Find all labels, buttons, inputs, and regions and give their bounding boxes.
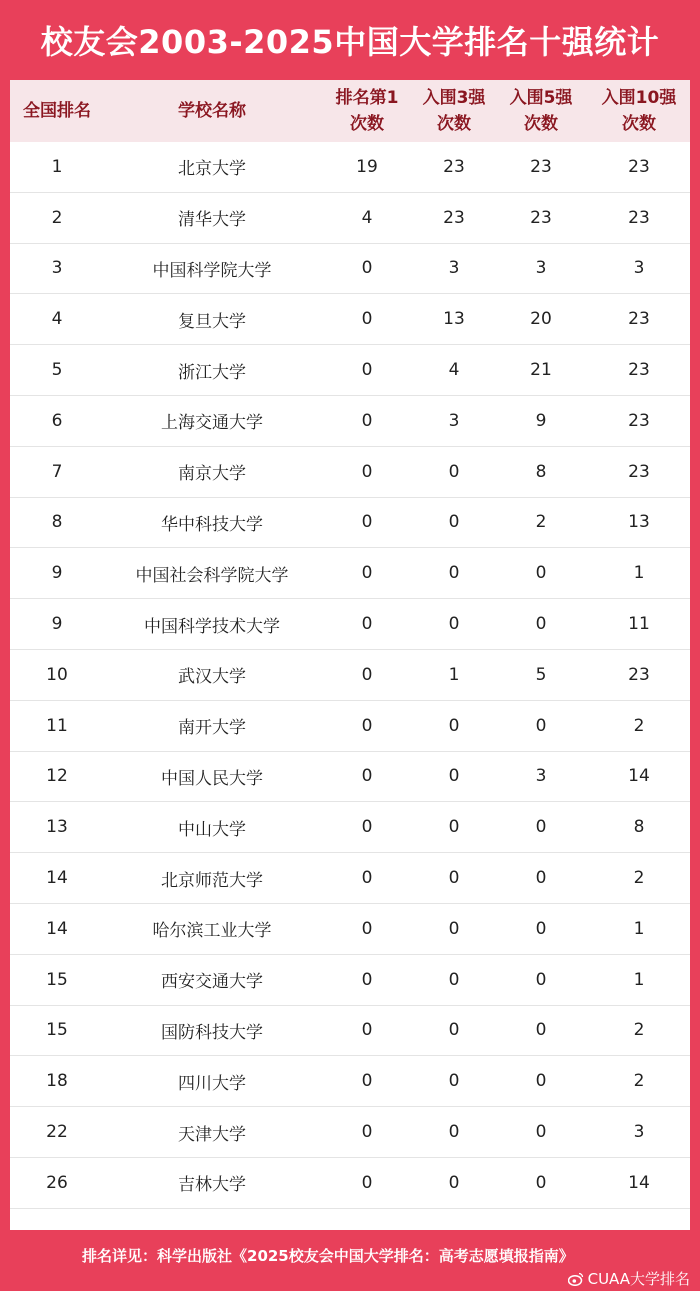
cell-school: 清华大学 [178,210,246,231]
cell-top3: 0 [448,614,460,635]
table-row [10,752,690,803]
cell-top10: 2 [633,1071,645,1092]
cell-top10: 1 [633,969,645,990]
table-row [10,548,690,599]
table-row [10,244,690,295]
table-row [10,396,690,447]
cell-first: 19 [356,156,378,177]
table-row [10,193,690,244]
cell-top5: 0 [535,918,547,939]
cell-top10: 1 [633,563,645,584]
cell-school: 浙江大学 [178,362,246,383]
cell-top10: 23 [628,664,650,685]
table-row [10,701,690,752]
header-school-name-line1: 学校名称 [178,101,246,121]
cell-rank: 7 [51,461,63,482]
page-title: 校友会2003-2025中国大学排名十强统计 [40,23,660,61]
source-note: 排名详见：科学出版社《2025校友会中国大学排名：高考志愿填报指南》 [82,1247,574,1265]
cell-school: 国防科技大学 [161,1022,263,1043]
cell-first: 0 [361,1020,373,1041]
cell-top3: 0 [448,918,460,939]
cell-top5: 0 [535,1172,547,1193]
cell-rank: 15 [46,1020,68,1041]
cell-first: 0 [361,512,373,533]
cell-school: 上海交通大学 [161,413,263,434]
cell-rank: 10 [46,664,68,685]
cell-first: 0 [361,360,373,381]
cell-first: 0 [361,563,373,584]
header-first-count-line2: 次数 [350,114,384,134]
table-row [10,853,690,904]
cell-top3: 3 [448,410,460,431]
cell-school: 四川大学 [178,1073,246,1094]
cell-top3: 0 [448,461,460,482]
cell-top5: 0 [535,1020,547,1041]
cell-first: 0 [361,1122,373,1143]
cell-top10: 23 [628,156,650,177]
cell-school: 复旦大学 [178,311,246,332]
header-top5-count-line1: 入围5强 [509,88,573,108]
cell-first: 0 [361,766,373,787]
cell-school: 中山大学 [178,819,246,840]
cell-top5: 0 [535,563,547,584]
cell-rank: 8 [51,512,63,533]
cell-top5: 2 [535,512,547,533]
watermark [568,1268,690,1289]
cell-top5: 0 [535,715,547,736]
cell-first: 0 [361,918,373,939]
cell-first: 0 [361,258,373,279]
cell-first: 0 [361,461,373,482]
cell-rank: 12 [46,766,68,787]
cell-rank: 22 [46,1122,68,1143]
cell-top3: 0 [448,969,460,990]
cell-top3: 0 [448,766,460,787]
cell-top10: 13 [628,512,650,533]
cell-rank: 11 [46,715,68,736]
cell-school: 武汉大学 [178,667,246,688]
cell-school: 中国人民大学 [161,768,263,789]
cell-first: 0 [361,868,373,889]
cell-rank: 18 [46,1071,68,1092]
cell-school: 哈尔滨工业大学 [152,921,272,942]
header-national-rank-line1: 全国排名 [23,101,91,121]
table-row [10,142,690,193]
table-row [10,1056,690,1107]
header-top5-count-line2: 次数 [524,114,558,134]
cell-top5: 3 [535,766,547,787]
cell-top3: 0 [448,563,460,584]
cell-rank: 14 [46,918,68,939]
cell-rank: 5 [51,360,63,381]
cell-top5: 21 [530,360,552,381]
cell-top5: 0 [535,868,547,889]
cell-top3: 23 [443,156,465,177]
cell-school: 中国科学技术大学 [144,616,280,637]
weibo-icon [568,1272,584,1286]
cell-school: 华中科技大学 [161,514,263,535]
cell-top3: 0 [448,1122,460,1143]
header-top3-count-line1: 入围3强 [422,88,486,108]
cell-top10: 14 [628,766,650,787]
cell-first: 0 [361,410,373,431]
cell-rank: 2 [51,207,63,228]
cell-school: 北京大学 [178,159,246,180]
cell-first: 0 [361,614,373,635]
cell-top5: 5 [535,664,547,685]
cell-rank: 6 [51,410,63,431]
cell-school: 中国科学院大学 [152,260,272,281]
header-top5-count [494,80,588,142]
cell-rank: 26 [46,1172,68,1193]
ranking-table [10,80,690,1230]
header-top3-count-line2: 次数 [437,114,471,134]
cell-top5: 8 [535,461,547,482]
cell-top3: 0 [448,1172,460,1193]
table-row [10,1107,690,1158]
cell-school: 天津大学 [178,1124,246,1145]
cell-top3: 4 [448,360,460,381]
cell-first: 0 [361,817,373,838]
cell-top5: 0 [535,969,547,990]
cell-school: 中国社会科学院大学 [135,565,289,586]
cell-top10: 3 [633,258,645,279]
cell-rank: 14 [46,868,68,889]
watermark-text: CUAA大学排名 [587,1270,690,1288]
table-body [10,142,690,1209]
cell-first: 0 [361,1071,373,1092]
cell-top5: 3 [535,258,547,279]
table-row [10,1158,690,1209]
cell-rank: 9 [51,614,63,635]
table-row [10,498,690,549]
cell-school: 西安交通大学 [161,972,263,993]
cell-top10: 11 [628,614,650,635]
cell-rank: 13 [46,817,68,838]
cell-top10: 23 [628,309,650,330]
table-row [10,802,690,853]
cell-top10: 2 [633,1020,645,1041]
header-school-name [104,80,320,142]
cell-top10: 14 [628,1172,650,1193]
table-header [10,80,690,142]
cell-first: 0 [361,309,373,330]
cell-top3: 0 [448,1071,460,1092]
cell-top10: 2 [633,715,645,736]
cell-top5: 23 [530,207,552,228]
cell-rank: 3 [51,258,63,279]
table-row [10,294,690,345]
cell-school: 吉林大学 [178,1175,246,1196]
cell-top3: 13 [443,309,465,330]
cell-top10: 23 [628,360,650,381]
cell-top3: 1 [448,664,460,685]
cell-top10: 23 [628,410,650,431]
cell-school: 北京师范大学 [161,870,263,891]
cell-first: 4 [361,207,373,228]
cell-rank: 4 [51,309,63,330]
cell-top3: 0 [448,817,460,838]
header-top10-count-line1: 入围10强 [601,88,677,108]
header-top10-count-line2: 次数 [622,114,656,134]
cell-top10: 8 [633,817,645,838]
cell-school: 南开大学 [178,718,246,739]
cell-top10: 23 [628,461,650,482]
cell-first: 0 [361,1172,373,1193]
table-row [10,447,690,498]
cell-top5: 0 [535,817,547,838]
cell-top3: 0 [448,512,460,533]
cell-top5: 0 [535,614,547,635]
table-row [10,904,690,955]
cell-top3: 0 [448,868,460,889]
cell-first: 0 [361,715,373,736]
table-row [10,345,690,396]
cell-top10: 1 [633,918,645,939]
cell-rank: 1 [51,156,63,177]
cell-first: 0 [361,664,373,685]
cell-top3: 0 [448,1020,460,1041]
cell-top5: 20 [530,309,552,330]
table-row [10,599,690,650]
cell-top5: 0 [535,1122,547,1143]
table-row [10,955,690,1006]
cell-top3: 3 [448,258,460,279]
header-top3-count [414,80,494,142]
cell-top5: 23 [530,156,552,177]
cell-school: 南京大学 [178,464,246,485]
cell-top3: 0 [448,715,460,736]
cell-top5: 9 [535,410,547,431]
header-national-rank [10,80,104,142]
cell-top10: 3 [633,1122,645,1143]
header-first-count-line1: 排名第1 [335,88,399,108]
cell-top10: 2 [633,868,645,889]
cell-rank: 9 [51,563,63,584]
header-top10-count [588,80,690,142]
cell-first: 0 [361,969,373,990]
cell-top5: 0 [535,1071,547,1092]
table-row [10,650,690,701]
cell-top10: 23 [628,207,650,228]
cell-top3: 23 [443,207,465,228]
cell-rank: 15 [46,969,68,990]
header-first-count [320,80,414,142]
table-row [10,1006,690,1057]
